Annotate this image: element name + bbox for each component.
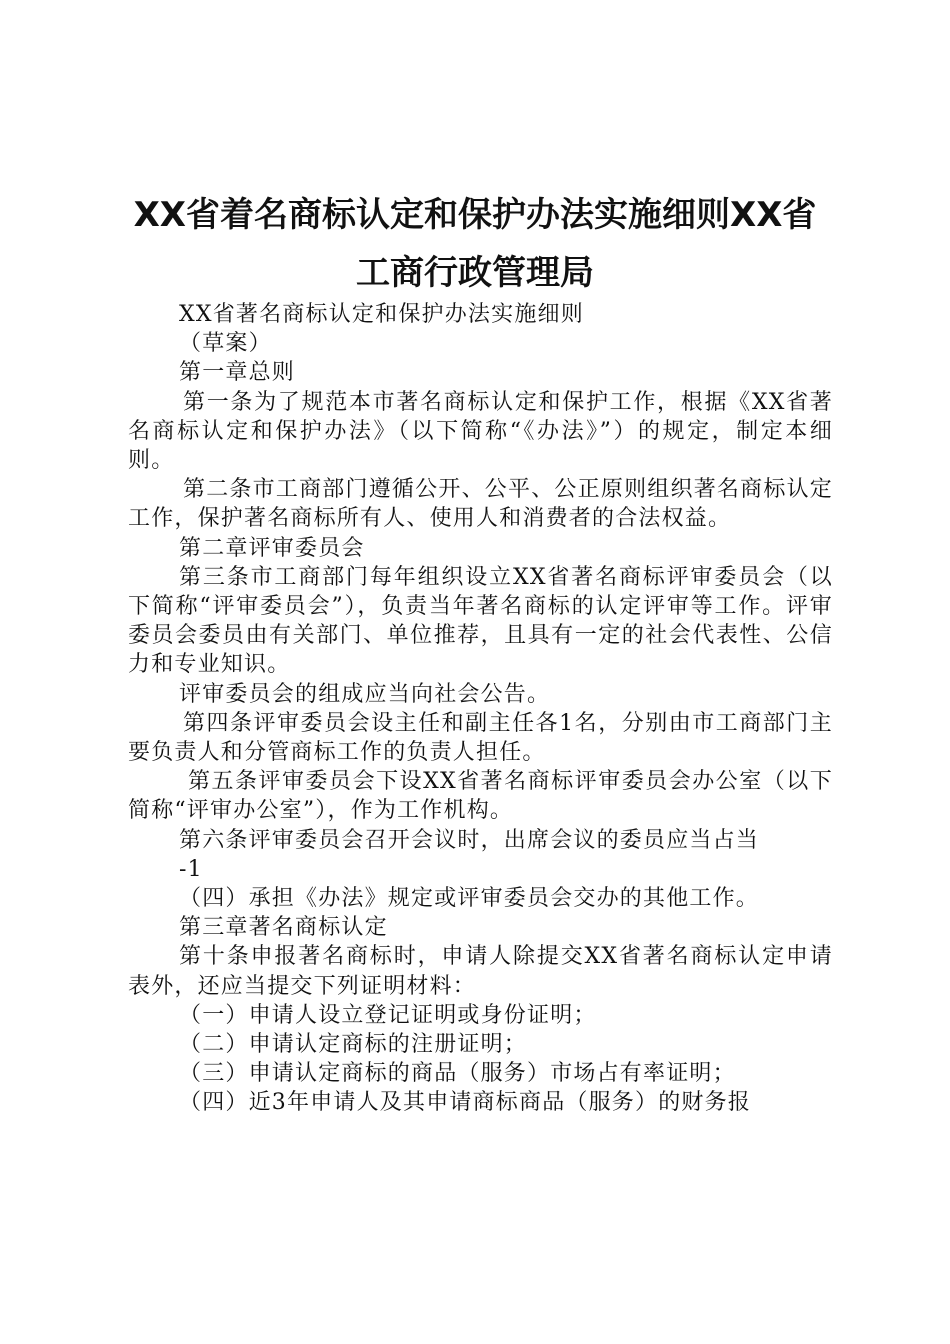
article-paragraph: 第十条申报著名商标时，申请人除提交XX省著名商标认定申请表外，还应当提交下列证明材料： (128, 944, 833, 999)
list-item: （四）近3年申请人及其申请商标商品（服务）的财务报 (179, 1090, 751, 1116)
article-paragraph: 第四条评审委员会设主任和副主任各1名，分别由市工商部门主要负责人和分管商标工作的负责人担任。 (128, 710, 833, 766)
article-paragraph: 评审委员会的组成应当向社会公告。 (179, 681, 551, 707)
list-item: （三）申请认定商标的商品（服务）市场占有率证明； (179, 1061, 736, 1087)
list-item: （一）申请人设立登记证明或身份证明； (179, 1002, 597, 1028)
article-paragraph: 第五条评审委员会下设XX省著名商标评审委员会办公室（以下简称“评审办公室”），作为工作机构。 (128, 769, 833, 824)
article-paragraph: 第一条为了规范本市著名商标认定和保护工作，根据《XX省著名商标认定和保护办法》（以下简称“《办法》”）的规定，制定本细则。 (128, 389, 833, 474)
paragraph-draft-note: （草案） (179, 331, 272, 357)
paragraph-subtitle: XX省著名商标认定和保护办法实施细则 (179, 302, 584, 327)
page-number: -1 (179, 856, 203, 882)
chapter-heading: 第一章总则 (179, 360, 296, 386)
article-paragraph: 第三条市工商部门每年组织设立XX省著名商标评审委员会（以下简称“评审委员会”），负责当年著名商标的认定评审等工作。评审委员会委员由有关部门、单位推荐，且具有一定的社会代表性、公信力和专业知识。 (128, 564, 833, 678)
article-paragraph: 第二条市工商部门遵循公开、公平、公正原则组织著名商标认定工作，保护著名商标所有人、使用人和消费者的合法权益。 (128, 477, 833, 532)
list-item: （二）申请认定商标的注册证明； (179, 1032, 528, 1058)
list-item: （四）承担《办法》规定或评审委员会交办的其他工作。 (179, 886, 760, 912)
article-paragraph: 第六条评审委员会召开会议时，出席会议的委员应当占当 (179, 827, 760, 853)
document-title: XX省着名商标认定和保护办法实施细则XX省工商行政管理局 (133, 195, 817, 293)
document-body (128, 300, 833, 1118)
chapter-heading: 第三章著名商标认定 (179, 915, 388, 941)
chapter-heading: 第二章评审委员会 (179, 535, 365, 561)
